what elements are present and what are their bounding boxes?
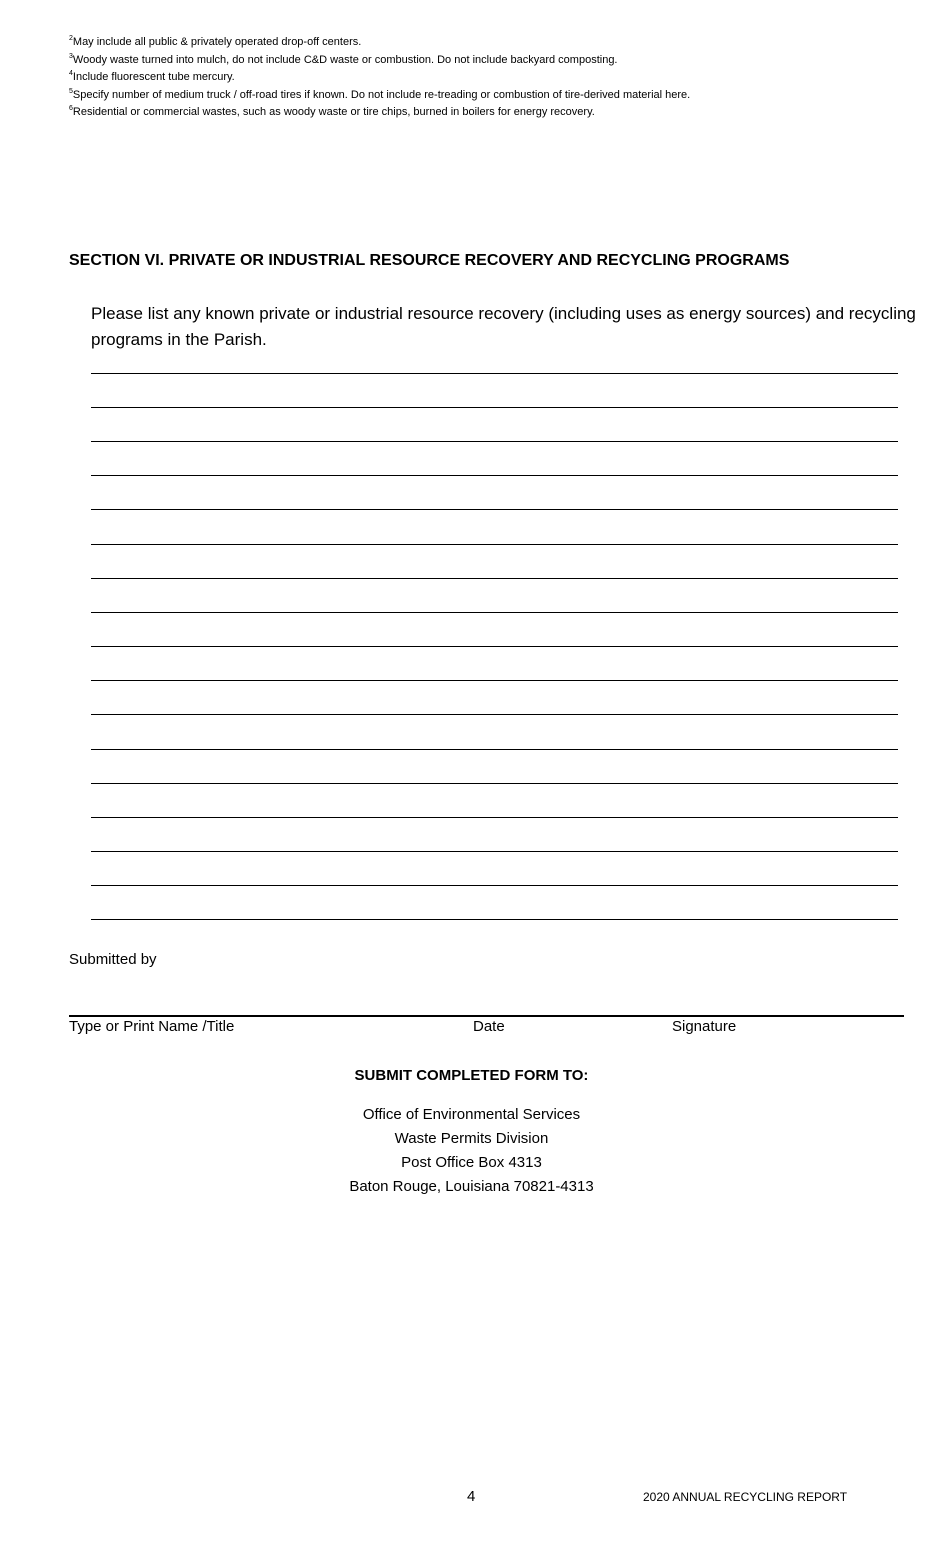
answer-line[interactable] (91, 612, 898, 613)
footnote-mark: 3 (69, 52, 73, 60)
section-instructions: Please list any known private or industrial resource recovery (including uses as energy sources) and recycling programs in the Parish. (91, 304, 916, 349)
signature-label: Signature (672, 1018, 737, 1035)
answer-line[interactable] (91, 817, 898, 818)
answer-line[interactable] (91, 441, 898, 442)
footnote-mark: 5 (69, 87, 73, 95)
footnote-text: Include fluorescent tube mercury. (72, 71, 235, 83)
footnotes (69, 34, 919, 122)
answer-line[interactable] (91, 475, 898, 476)
answer-line[interactable] (91, 919, 898, 920)
footnote (69, 34, 919, 52)
date-label: Date (473, 1018, 505, 1035)
address-line: Post Office Box 4313 (401, 1154, 542, 1171)
signature-line[interactable] (69, 1015, 904, 1017)
submit-heading: SUBMIT COMPLETED FORM TO: (354, 1067, 589, 1084)
answer-line[interactable] (91, 885, 898, 886)
answer-line[interactable] (91, 407, 898, 408)
footnote (69, 69, 919, 87)
footnote-text: Specify number of medium truck / off-road tires if known. Do not include re-treading or combustion of tire-derived material here. (72, 88, 691, 101)
footnote-text: May include all public & privately operated drop-off centers. (72, 36, 362, 48)
footnote (69, 52, 919, 70)
address-line: Baton Rouge, Louisiana 70821-4313 (349, 1178, 594, 1195)
answer-line[interactable] (91, 714, 898, 715)
answer-line[interactable] (91, 544, 898, 545)
answer-line[interactable] (91, 578, 898, 579)
answer-line[interactable] (91, 680, 898, 681)
footnote-mark: 6 (69, 105, 73, 112)
answer-line[interactable] (91, 509, 898, 510)
answer-line[interactable] (91, 646, 898, 647)
footnote-text: Woody waste turned into mulch, do not include C&D waste or combustion. Do not include backyard composting. (72, 53, 618, 66)
footnote-mark: 4 (69, 70, 73, 77)
name-title-label: Type or Print Name /Title (69, 1018, 235, 1035)
answer-line[interactable] (91, 783, 898, 784)
footnote-text: Residential or commercial wastes, such as woody waste or tire chips, burned in boilers for energy recovery. (72, 106, 595, 118)
submitted-by-label: Submitted by (69, 951, 157, 968)
section-title: SECTION VI. PRIVATE OR INDUSTRIAL RESOURCE RECOVERY AND RECYCLING PROGRAMS (69, 252, 790, 269)
answer-line[interactable] (91, 749, 898, 750)
answer-line[interactable] (91, 851, 898, 852)
address-line: Waste Permits Division (394, 1130, 549, 1147)
page-number: 4 (467, 1488, 476, 1505)
footnote (69, 104, 919, 122)
address-line: Office of Environmental Services (362, 1106, 581, 1123)
footnote-mark: 2 (69, 35, 73, 42)
answer-line[interactable] (91, 373, 898, 374)
report-title: 2020 ANNUAL RECYCLING REPORT (643, 1490, 848, 1504)
footnote (69, 87, 919, 105)
